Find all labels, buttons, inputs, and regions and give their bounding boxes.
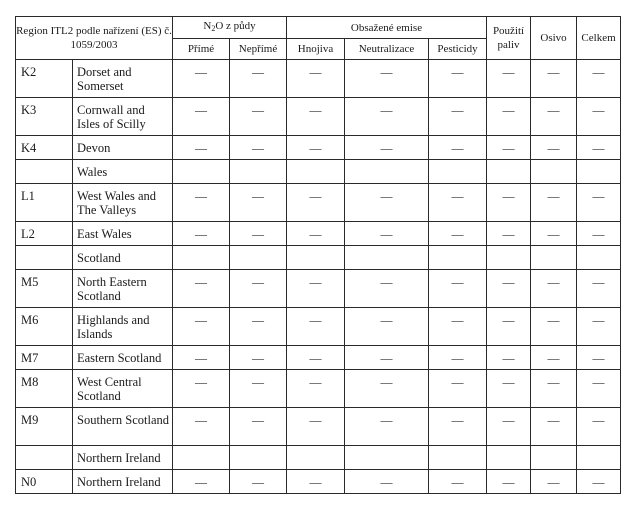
region-code xyxy=(16,160,73,184)
emissions-table xyxy=(15,16,621,494)
value-cell: — xyxy=(287,370,345,408)
table-row xyxy=(16,160,621,184)
region-code: M9 xyxy=(16,408,73,446)
region-name: Scotland xyxy=(73,246,173,270)
value-cell xyxy=(487,446,531,470)
value-cell: — xyxy=(487,270,531,308)
value-cell: — xyxy=(577,346,621,370)
value-cell: — xyxy=(230,346,287,370)
value-cell: — xyxy=(577,184,621,222)
value-cell: — xyxy=(345,184,429,222)
value-cell: — xyxy=(429,222,487,246)
region-name: East Wales xyxy=(73,222,173,246)
table-row xyxy=(16,60,621,98)
value-cell: — xyxy=(577,408,621,446)
n2o-suffix: O z půdy xyxy=(215,20,256,32)
value-cell: — xyxy=(287,222,345,246)
value-cell: — xyxy=(345,408,429,446)
value-cell xyxy=(531,446,577,470)
region-name: Dorset and Somerset xyxy=(73,60,173,98)
value-cell: — xyxy=(173,222,230,246)
value-cell xyxy=(577,446,621,470)
region-name: Southern Scotland xyxy=(73,408,173,446)
value-cell: — xyxy=(287,346,345,370)
value-cell xyxy=(287,246,345,270)
value-cell: — xyxy=(531,60,577,98)
value-cell: — xyxy=(429,470,487,494)
value-cell xyxy=(487,160,531,184)
value-cell: — xyxy=(429,98,487,136)
value-cell: — xyxy=(531,270,577,308)
value-cell: — xyxy=(173,308,230,346)
value-cell: — xyxy=(345,470,429,494)
value-cell: — xyxy=(287,60,345,98)
value-cell: — xyxy=(230,136,287,160)
region-header: Region ITL2 podle nařízení (ES) č. 1059/2003 xyxy=(16,17,173,60)
value-cell: — xyxy=(577,60,621,98)
table-row xyxy=(16,308,621,346)
value-cell: — xyxy=(487,136,531,160)
region-name: Eastern Scotland xyxy=(73,346,173,370)
value-cell xyxy=(345,246,429,270)
value-cell: — xyxy=(345,270,429,308)
value-cell: — xyxy=(487,408,531,446)
value-cell xyxy=(531,160,577,184)
table-row xyxy=(16,184,621,222)
table-row xyxy=(16,370,621,408)
value-cell: — xyxy=(429,370,487,408)
value-cell: — xyxy=(230,308,287,346)
value-cell: — xyxy=(173,408,230,446)
region-name: Highlands and Islands xyxy=(73,308,173,346)
value-cell xyxy=(173,446,230,470)
total-header: Celkem xyxy=(577,17,621,60)
value-cell: — xyxy=(531,98,577,136)
table-row xyxy=(16,136,621,160)
value-cell: — xyxy=(577,136,621,160)
value-cell: — xyxy=(230,98,287,136)
value-cell: — xyxy=(345,222,429,246)
value-cell: — xyxy=(531,136,577,160)
region-name: West Central Scotland xyxy=(73,370,173,408)
value-cell: — xyxy=(287,408,345,446)
value-cell: — xyxy=(531,308,577,346)
indirect-header: Nepřímé xyxy=(230,39,287,60)
value-cell: — xyxy=(577,308,621,346)
value-cell: — xyxy=(429,346,487,370)
table-body xyxy=(16,60,621,494)
region-code xyxy=(16,246,73,270)
emissions-table-page xyxy=(15,16,620,494)
region-code xyxy=(16,446,73,470)
table-row xyxy=(16,408,621,446)
region-code: M8 xyxy=(16,370,73,408)
value-cell xyxy=(429,160,487,184)
value-cell: — xyxy=(531,184,577,222)
value-cell xyxy=(287,446,345,470)
value-cell: — xyxy=(287,184,345,222)
value-cell xyxy=(429,246,487,270)
region-name: Wales xyxy=(73,160,173,184)
value-cell: — xyxy=(577,98,621,136)
value-cell: — xyxy=(429,308,487,346)
value-cell: — xyxy=(429,60,487,98)
table-row xyxy=(16,98,621,136)
value-cell: — xyxy=(487,98,531,136)
table-row xyxy=(16,346,621,370)
region-code: M6 xyxy=(16,308,73,346)
n2o-subscript: 2 xyxy=(211,24,216,33)
region-code: M7 xyxy=(16,346,73,370)
value-cell: — xyxy=(345,98,429,136)
value-cell: — xyxy=(531,408,577,446)
value-cell: — xyxy=(173,270,230,308)
table-row xyxy=(16,246,621,270)
fertilizers-header: Hnojiva xyxy=(287,39,345,60)
value-cell: — xyxy=(230,470,287,494)
value-cell: — xyxy=(487,60,531,98)
value-cell: — xyxy=(230,270,287,308)
value-cell xyxy=(345,446,429,470)
value-cell xyxy=(173,160,230,184)
region-code: K3 xyxy=(16,98,73,136)
value-cell: — xyxy=(531,222,577,246)
value-cell: — xyxy=(487,184,531,222)
value-cell xyxy=(230,160,287,184)
value-cell xyxy=(230,446,287,470)
n2o-soil-header xyxy=(173,17,287,39)
value-cell: — xyxy=(230,370,287,408)
value-cell: — xyxy=(487,470,531,494)
value-cell: — xyxy=(429,270,487,308)
embedded-emissions-header: Obsažené emise xyxy=(287,17,487,39)
value-cell: — xyxy=(287,470,345,494)
value-cell: — xyxy=(531,346,577,370)
table-row xyxy=(16,270,621,308)
value-cell: — xyxy=(531,370,577,408)
direct-header: Přímé xyxy=(173,39,230,60)
value-cell: — xyxy=(173,470,230,494)
value-cell: — xyxy=(531,470,577,494)
n2o-prefix: N xyxy=(203,20,212,32)
region-name: Cornwall and Isles of Scilly xyxy=(73,98,173,136)
value-cell: — xyxy=(173,346,230,370)
value-cell: — xyxy=(230,60,287,98)
region-name: Devon xyxy=(73,136,173,160)
value-cell: — xyxy=(173,98,230,136)
table-row xyxy=(16,470,621,494)
value-cell xyxy=(287,160,345,184)
value-cell: — xyxy=(577,370,621,408)
value-cell: — xyxy=(230,184,287,222)
value-cell: — xyxy=(173,60,230,98)
value-cell xyxy=(230,246,287,270)
region-code: N0 xyxy=(16,470,73,494)
value-cell: — xyxy=(287,98,345,136)
value-cell: — xyxy=(230,408,287,446)
region-code: L2 xyxy=(16,222,73,246)
value-cell: — xyxy=(345,60,429,98)
seed-header: Osivo xyxy=(531,17,577,60)
neutralization-header: Neutralizace xyxy=(345,39,429,60)
region-name: North Eastern Scotland xyxy=(73,270,173,308)
value-cell: — xyxy=(487,346,531,370)
value-cell: — xyxy=(173,370,230,408)
value-cell xyxy=(531,246,577,270)
value-cell: — xyxy=(487,222,531,246)
value-cell: — xyxy=(345,346,429,370)
region-code: K2 xyxy=(16,60,73,98)
value-cell xyxy=(487,246,531,270)
region-name: Northern Ireland xyxy=(73,470,173,494)
value-cell: — xyxy=(230,222,287,246)
value-cell: — xyxy=(487,370,531,408)
value-cell xyxy=(577,246,621,270)
region-code: K4 xyxy=(16,136,73,160)
value-cell: — xyxy=(173,184,230,222)
value-cell: — xyxy=(345,308,429,346)
pesticides-header: Pesticidy xyxy=(429,39,487,60)
value-cell: — xyxy=(429,184,487,222)
region-code: M5 xyxy=(16,270,73,308)
value-cell: — xyxy=(577,270,621,308)
value-cell xyxy=(173,246,230,270)
region-name: West Wales and The Valleys xyxy=(73,184,173,222)
value-cell xyxy=(577,160,621,184)
region-name: Northern Ireland xyxy=(73,446,173,470)
table-row xyxy=(16,446,621,470)
fuel-use-header: Použití paliv xyxy=(487,17,531,60)
value-cell: — xyxy=(577,222,621,246)
value-cell: — xyxy=(487,308,531,346)
value-cell: — xyxy=(287,308,345,346)
value-cell: — xyxy=(429,408,487,446)
table-header xyxy=(16,17,621,60)
region-code: L1 xyxy=(16,184,73,222)
value-cell: — xyxy=(287,270,345,308)
value-cell: — xyxy=(577,470,621,494)
value-cell: — xyxy=(287,136,345,160)
value-cell xyxy=(429,446,487,470)
value-cell xyxy=(345,160,429,184)
value-cell: — xyxy=(345,370,429,408)
value-cell: — xyxy=(173,136,230,160)
table-row xyxy=(16,222,621,246)
value-cell: — xyxy=(429,136,487,160)
value-cell: — xyxy=(345,136,429,160)
